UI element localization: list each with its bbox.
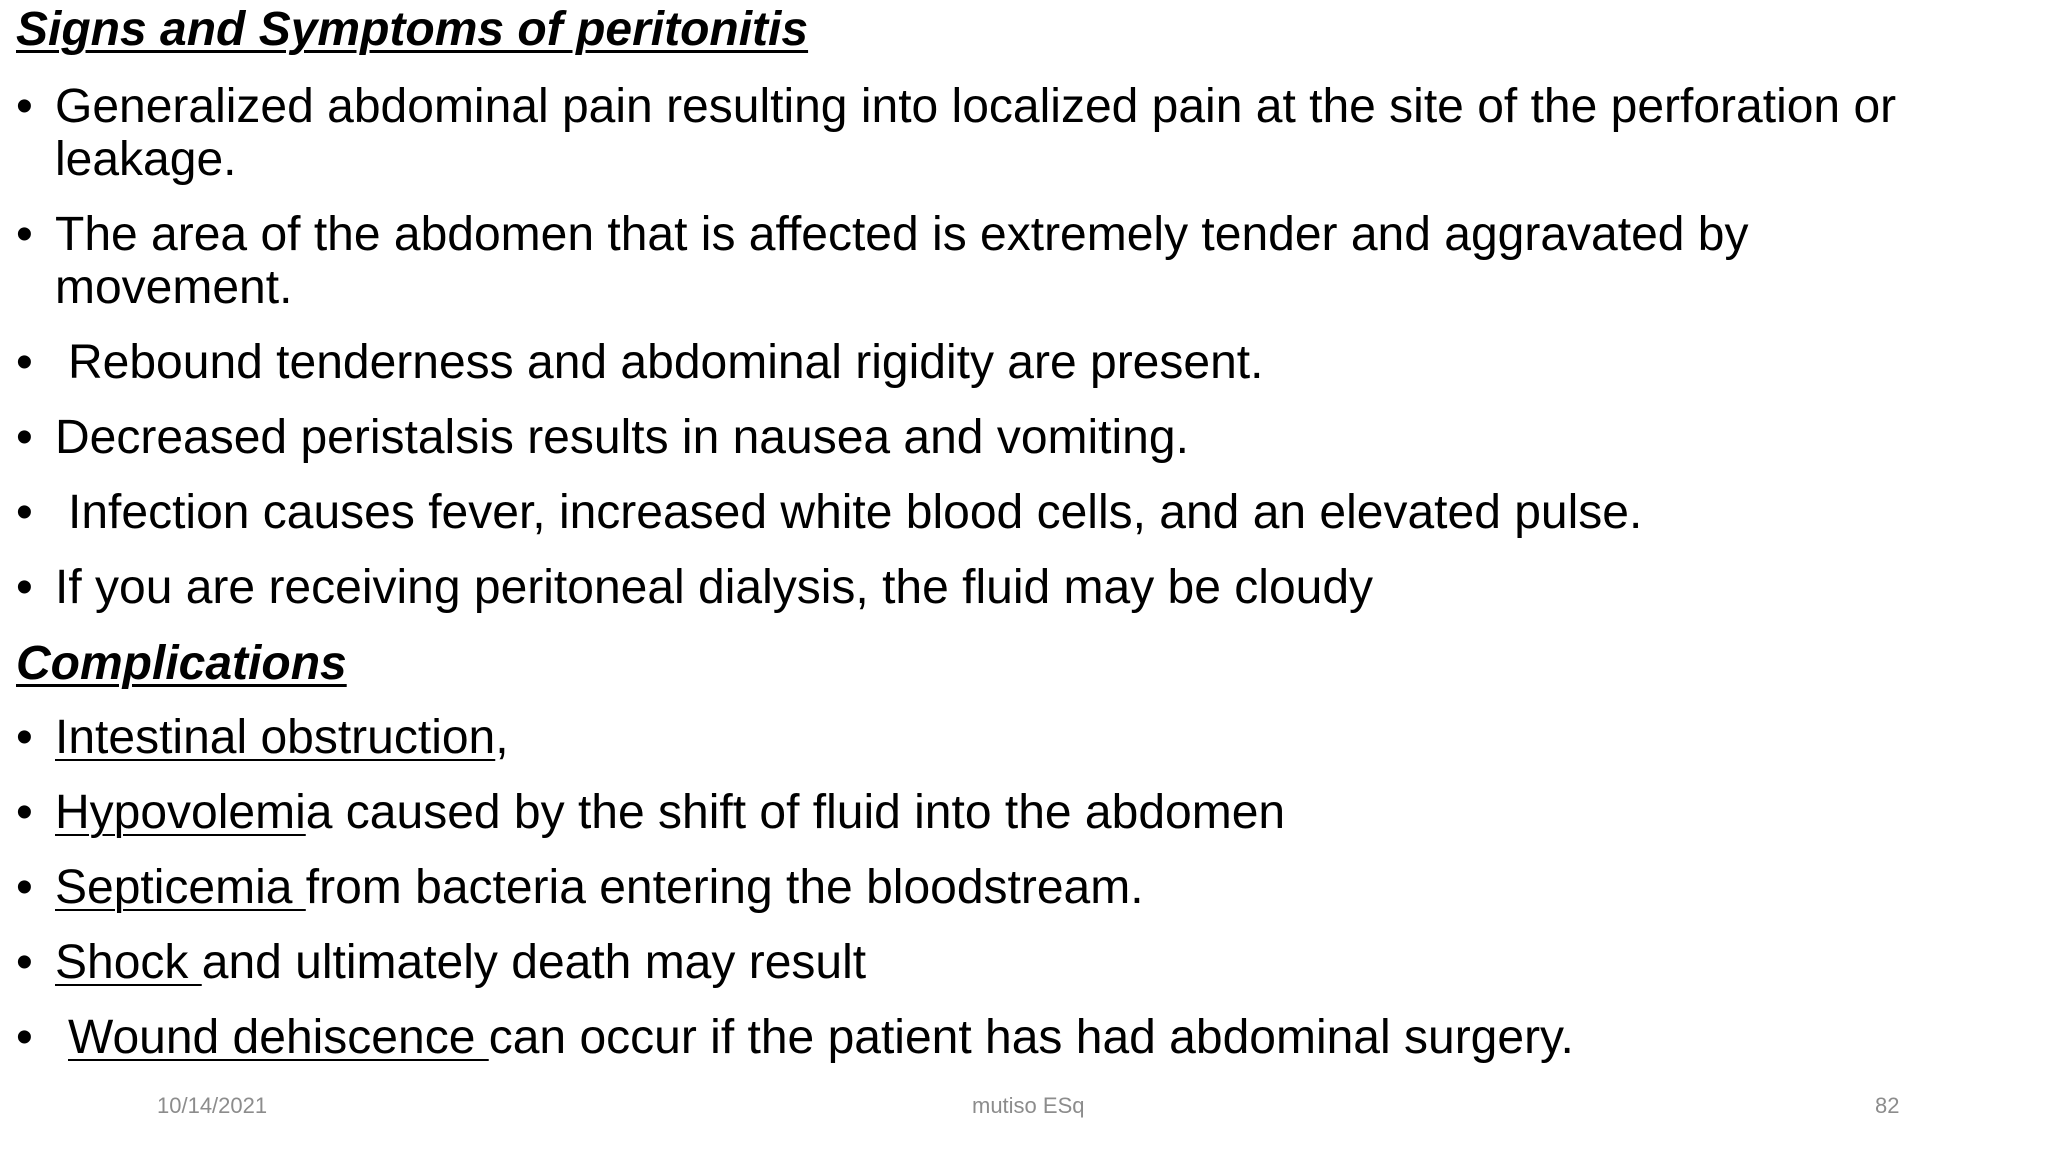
bullet-text-line2: leakage. — [55, 133, 237, 186]
bullet-text: from bacteria entering the bloodstream. — [305, 861, 1144, 914]
bullet-text-line1: The area of the abdomen that is affected is extremely tender and aggravated by — [55, 208, 1749, 261]
bullet-text-line2: movement. — [55, 261, 293, 314]
list-item — [0, 208, 2048, 314]
bullet-text: Infection causes fever, increased white blood cells, and an elevated pulse. — [68, 486, 1643, 539]
list-item — [0, 786, 2048, 839]
bullet-text-line1: Generalized abdominal pain resulting into localized pain at the site of the perforation or — [55, 80, 1897, 133]
bullet-text: Decreased peristalsis results in nausea and vomiting. — [55, 411, 1189, 464]
list-item — [0, 80, 2048, 186]
list-item — [0, 1011, 2048, 1064]
list-item — [0, 411, 2048, 464]
footer-date: 10/14/2021 — [157, 1093, 268, 1118]
bullet-text: a caused by the shift of fluid into the abdomen — [305, 786, 1286, 839]
complications-list — [0, 711, 2048, 1086]
list-item — [0, 486, 2048, 539]
signs-list — [0, 80, 2048, 636]
bullet-text: and ultimately death may result — [201, 936, 867, 989]
complications-heading: Complications — [16, 637, 347, 690]
underlined-term: Wound dehiscence — [68, 1011, 489, 1064]
footer-page-number: 82 — [1875, 1093, 1900, 1118]
list-item — [0, 861, 2048, 914]
footer-author: mutiso ESq — [972, 1093, 1085, 1118]
list-item — [0, 711, 2048, 764]
underlined-term: Hypovolemi — [55, 786, 306, 839]
bullet-text: can occur if the patient has had abdominal surgery. — [488, 1011, 1574, 1064]
bullet-text: If you are receiving peritoneal dialysis, the fluid may be cloudy — [55, 561, 1374, 614]
list-item — [0, 561, 2048, 614]
list-item — [0, 936, 2048, 989]
signs-heading: Signs and Symptoms of peritonitis — [16, 3, 809, 56]
bullet-text: Rebound tenderness and abdominal rigidity are present. — [68, 336, 1264, 389]
bullet-text: , — [495, 711, 509, 764]
list-item — [0, 336, 2048, 389]
underlined-term: Intestinal obstruction — [55, 711, 496, 764]
underlined-term: Septicemia — [55, 861, 306, 914]
underlined-term: Shock — [55, 936, 202, 989]
